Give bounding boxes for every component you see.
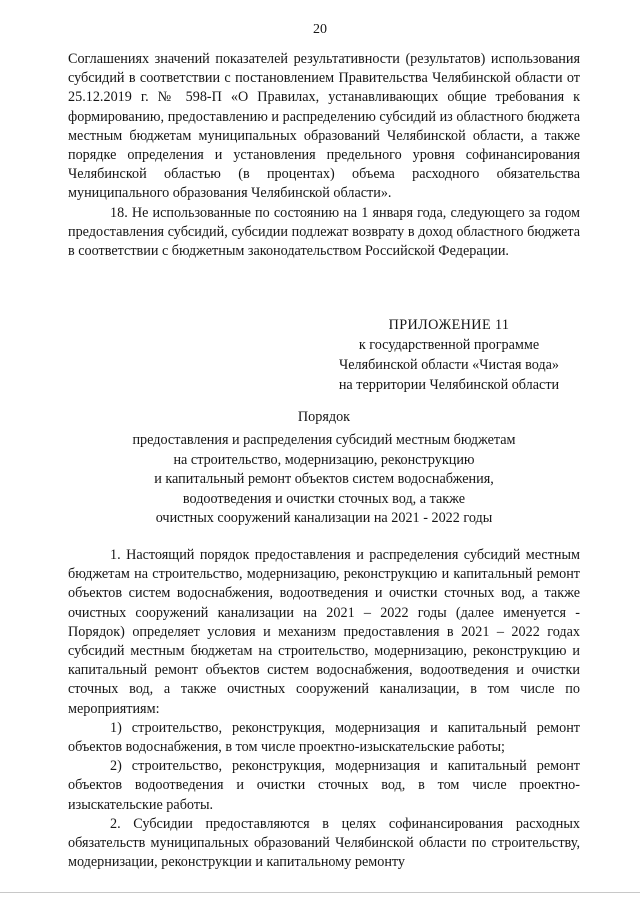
appendix-line-3: на территории Челябинской области <box>338 377 560 393</box>
clause-1-item-2: 2) строительство, реконструкция, модернизация и капитальный ремонт объектов водоотведения и очистки сточных вод, в том числе проектно-изыскательские работы. <box>68 758 580 813</box>
title-line-6: очистных сооружений канализации на 2021 - 2022 годы <box>155 510 493 527</box>
appendix-header <box>318 315 580 395</box>
page-number: 20 <box>313 22 327 37</box>
appendix-line-2: Челябинской области «Чистая вода» <box>338 357 560 373</box>
clauses-block <box>68 546 580 872</box>
title-line-3: на строительство, модернизацию, реконструкцию <box>173 451 475 468</box>
appendix-line-1: к государственной программе <box>358 337 540 353</box>
clause-1-item-1: 1) строительство, реконструкция, модернизация и капитальный ремонт объектов водоснабжения, в том числе проектно-изыскательские работы; <box>68 719 580 756</box>
title-line-2: предоставления и распределения субсидий местным бюджетам <box>132 432 516 449</box>
clause-1: 1. Настоящий порядок предоставления и распределения субсидий местным бюджетам на строительство, модернизацию, реконструкцию и капитальный ремонт объектов систем водоснабжения, водоотведения и очистки сточных вод, а также очистных сооружений канализации на 2021 – 2022 годы (далее именуется - Порядок) определяет условия и механизм предоставления в 2021 – 2022 годах субсидий местным бюджетам на строительство, модернизацию, реконструкцию и капитальный ремонт объектов систем водоснабжения, водоотведения и очистки сточных вод, а также очистных сооружений канализации, в том числе по мероприятиям: <box>68 547 580 717</box>
appendix-heading: ПРИЛОЖЕНИЕ 11 <box>388 317 510 333</box>
continuation-paragraph: Соглашениях значений показателей результативности (результатов) использования субсидий в соответствии с постановлением Правительства Челябинской области от 25.12.2019 г. № 598-П «О Правилах, устанавливающих общие требования к формированию, предоставлению и распределению субсидий из областного бюджета местным бюджетам муниципальных образований Челябинской области, а также порядке определения и установления предельного уровня софинансирования Челябинской областью (в процентах) объема расходного обязательства муниципального образования Челябинской области». <box>68 51 580 202</box>
footer-divider <box>0 892 640 893</box>
title-line-1: Порядок <box>297 409 351 425</box>
paragraph-18: 18. Не использованные по состоянию на 1 января года, следующего за годом предоставления субсидий, субсидии подлежат возврату в доход областного бюджета в соответствии с бюджетным законодательством Российской Федерации. <box>68 204 580 260</box>
clause-2: 2. Субсидии предоставляются в целях софинансирования расходных обязательств муниципальных образований Челябинской области по строительству, модернизации, реконструкции и капитальному ремонту <box>68 815 580 871</box>
top-text-block <box>68 50 580 261</box>
title-line-4: и капитальный ремонт объектов систем водоснабжения, <box>154 471 494 488</box>
title-line-5: водоотведения и очистки сточных вод, а также <box>182 490 466 507</box>
document-title <box>68 408 580 528</box>
